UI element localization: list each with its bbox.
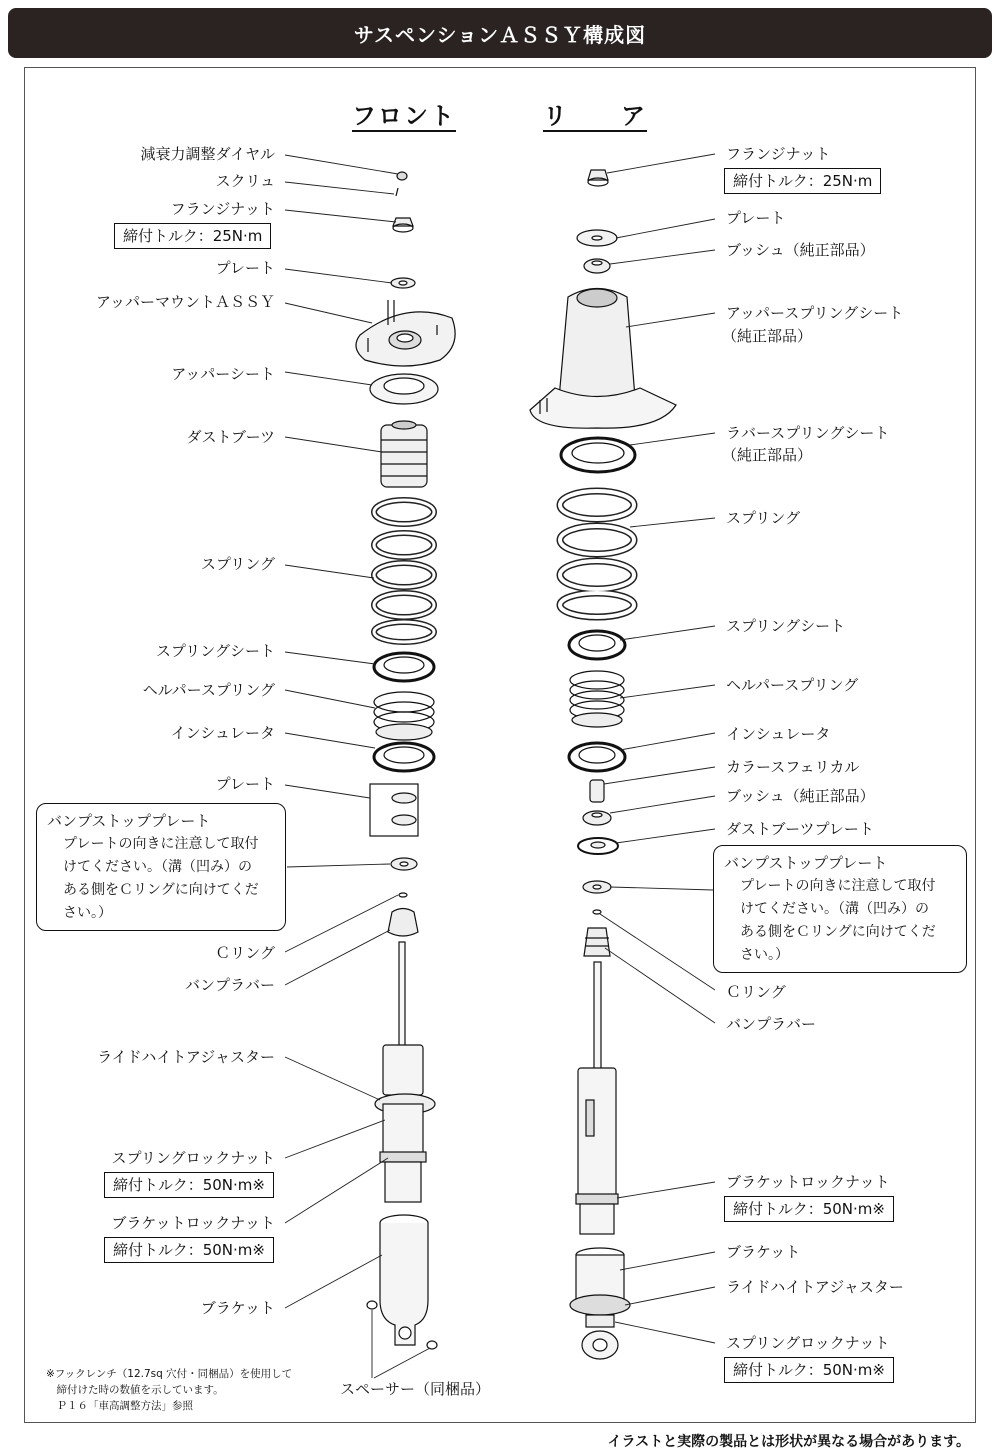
rear-torque-spring-lock-nut: 締付トルク：50N·m※ bbox=[724, 1357, 894, 1383]
front-label-upper-seat: アッパーシート bbox=[171, 365, 275, 383]
page-title: サスペンションＡＳＳＹ構成図 bbox=[353, 22, 647, 47]
front-spring-seat-part bbox=[374, 653, 434, 681]
front-label-c-ring: Ｃリング bbox=[215, 944, 275, 962]
rear-label-c-ring: Ｃリング bbox=[726, 983, 786, 1001]
front-bump-plate-note bbox=[36, 803, 286, 931]
leader-lines bbox=[285, 154, 715, 1378]
rear-plate-part bbox=[577, 230, 617, 246]
front-label-spring-seat: スプリングシート bbox=[155, 642, 275, 660]
front-torque-bracket-lock-nut: 締付トルク：50N·m※ bbox=[104, 1237, 274, 1263]
disclaimer: イラストと実際の製品とは形状が異なる場合があります。 bbox=[607, 1434, 970, 1450]
front-label-dust-boot: ダストブーツ bbox=[186, 428, 275, 446]
rear-label-bracket: ブラケット bbox=[726, 1243, 801, 1261]
front-screw-part bbox=[396, 188, 398, 196]
rear-label-spring-seat: スプリングシート bbox=[726, 617, 846, 635]
front-label-screw: スクリュ bbox=[215, 172, 275, 190]
rear-bump-plate-title: バンプストッププレート bbox=[724, 854, 888, 872]
rear-label-helper-spring: ヘルパースプリング bbox=[726, 676, 859, 694]
front-flange-nut-part bbox=[393, 218, 413, 232]
rear-bush1-part bbox=[584, 259, 610, 273]
front-torque-flange-nut: 締付トルク：25N·m bbox=[114, 223, 271, 249]
front-upper-seat-part bbox=[370, 374, 438, 404]
rear-label-ride-height: ライドハイトアジャスター bbox=[726, 1278, 904, 1296]
rear-collar-part bbox=[590, 780, 604, 802]
rear-c-ring-part bbox=[593, 910, 601, 914]
front-insulator-part bbox=[374, 743, 434, 771]
front-label-bracket-lock-nut: ブラケットロックナット bbox=[111, 1214, 275, 1232]
rear-bump-plate-text: プレートの向きに注意して取付 けてください。（溝（凹み）の ある側をＣリングに向けてくだ さい。） bbox=[740, 878, 936, 963]
front-torque-spring-lock-nut: 締付トルク：50N·m※ bbox=[104, 1172, 274, 1198]
front-plate2-part bbox=[370, 784, 418, 836]
rear-torque-flange-nut: 締付トルク：25N·m bbox=[724, 168, 881, 194]
spacer-label: スペーサー（同梱品） bbox=[340, 1380, 491, 1398]
front-label-bracket: ブラケット bbox=[200, 1299, 275, 1317]
front-plate1-part bbox=[391, 278, 415, 288]
rear-bush2-part bbox=[583, 811, 611, 825]
front-bracket-part bbox=[367, 1215, 437, 1349]
front-dial-part bbox=[397, 172, 407, 180]
front-bump-plate-title: バンプストッププレート bbox=[47, 812, 211, 830]
rear-bracket-part bbox=[570, 1248, 630, 1359]
front-label-bump-rubber: バンプラバー bbox=[184, 976, 275, 994]
rear-label-rubber-spring-seat-note: （純正部品） bbox=[722, 446, 813, 464]
front-label-plate1: プレート bbox=[215, 259, 275, 277]
front-label-spring-lock-nut: スプリングロックナット bbox=[111, 1149, 275, 1167]
rear-insulator-part bbox=[569, 743, 625, 771]
rear-flange-nut-part bbox=[588, 170, 608, 186]
rear-label-bracket-lock-nut: ブラケットロックナット bbox=[726, 1173, 890, 1191]
rear-label-bush1: ブッシュ（純正部品） bbox=[726, 241, 875, 259]
front-bump-plate-part bbox=[391, 858, 417, 870]
torque-footnote: ※フックレンチ（12.7sq 穴付・同梱品）を使用して 締付けた時の数値を示しています。 Ｐ１６「車高調整方法」参照 bbox=[46, 1368, 293, 1412]
rear-label-flange-nut: フランジナット bbox=[726, 145, 831, 163]
rear-label-plate: プレート bbox=[726, 209, 786, 227]
rear-title: リ ア bbox=[543, 102, 647, 130]
rear-damper-part bbox=[576, 962, 618, 1234]
front-damper-part bbox=[375, 942, 435, 1202]
rear-label-spring-lock-nut: スプリングロックナット bbox=[726, 1334, 890, 1352]
rear-spring-seat-part bbox=[569, 631, 625, 659]
front-upper-mount-part bbox=[356, 300, 455, 366]
rear-label-collar: カラースフェリカル bbox=[726, 758, 860, 776]
rear-bump-plate-part bbox=[583, 881, 611, 893]
front-title: フロント bbox=[352, 102, 456, 130]
rear-label-bump-rubber: バンプラバー bbox=[726, 1015, 817, 1033]
rear-rubber-seat-part bbox=[561, 438, 635, 472]
front-label-upper-mount: アッパーマウントＡＳＳＹ bbox=[96, 293, 275, 311]
front-label-insulator: インシュレータ bbox=[170, 724, 275, 742]
rear-label-dust-boot-plate: ダストブーツプレート bbox=[726, 820, 874, 838]
front-label-helper-spring: ヘルパースプリング bbox=[142, 681, 275, 699]
rear-label-spring: スプリング bbox=[726, 509, 801, 527]
rear-label-bush2: ブッシュ（純正部品） bbox=[726, 787, 875, 805]
front-dust-boot-part bbox=[381, 421, 427, 487]
rear-label-insulator: インシュレータ bbox=[726, 725, 831, 743]
front-label-flange-nut: フランジナット bbox=[170, 200, 275, 218]
front-bump-plate-text: プレートの向きに注意して取付 けてください。（溝（凹み）の ある側をＣリングに向けてくだ さい。） bbox=[63, 836, 259, 921]
front-label-ride-height: ライドハイトアジャスター bbox=[97, 1048, 275, 1066]
rear-bump-rubber-part bbox=[584, 928, 610, 956]
front-label-dial: 減衰力調整ダイヤル bbox=[140, 145, 275, 163]
front-c-ring-part bbox=[399, 893, 407, 897]
rear-dust-boot-plate-part bbox=[578, 838, 618, 854]
rear-label-upper-spring-seat-note: （純正部品） bbox=[722, 327, 813, 345]
rear-spring-part-inner bbox=[560, 491, 634, 617]
rear-upper-spring-seat-part bbox=[530, 289, 676, 429]
front-bump-rubber-part bbox=[388, 909, 418, 937]
front-label-plate2: プレート bbox=[215, 775, 275, 793]
rear-torque-bracket-lock-nut: 締付トルク：50N·m※ bbox=[724, 1196, 894, 1222]
rear-helper-spring-part bbox=[570, 671, 624, 727]
rear-label-upper-spring-seat: アッパースプリングシート bbox=[726, 304, 904, 322]
front-helper-spring-part bbox=[374, 692, 434, 740]
rear-bump-plate-note bbox=[713, 845, 967, 973]
front-label-spring: スプリング bbox=[200, 555, 275, 573]
rear-label-rubber-spring-seat: ラバースプリングシート bbox=[726, 424, 890, 442]
